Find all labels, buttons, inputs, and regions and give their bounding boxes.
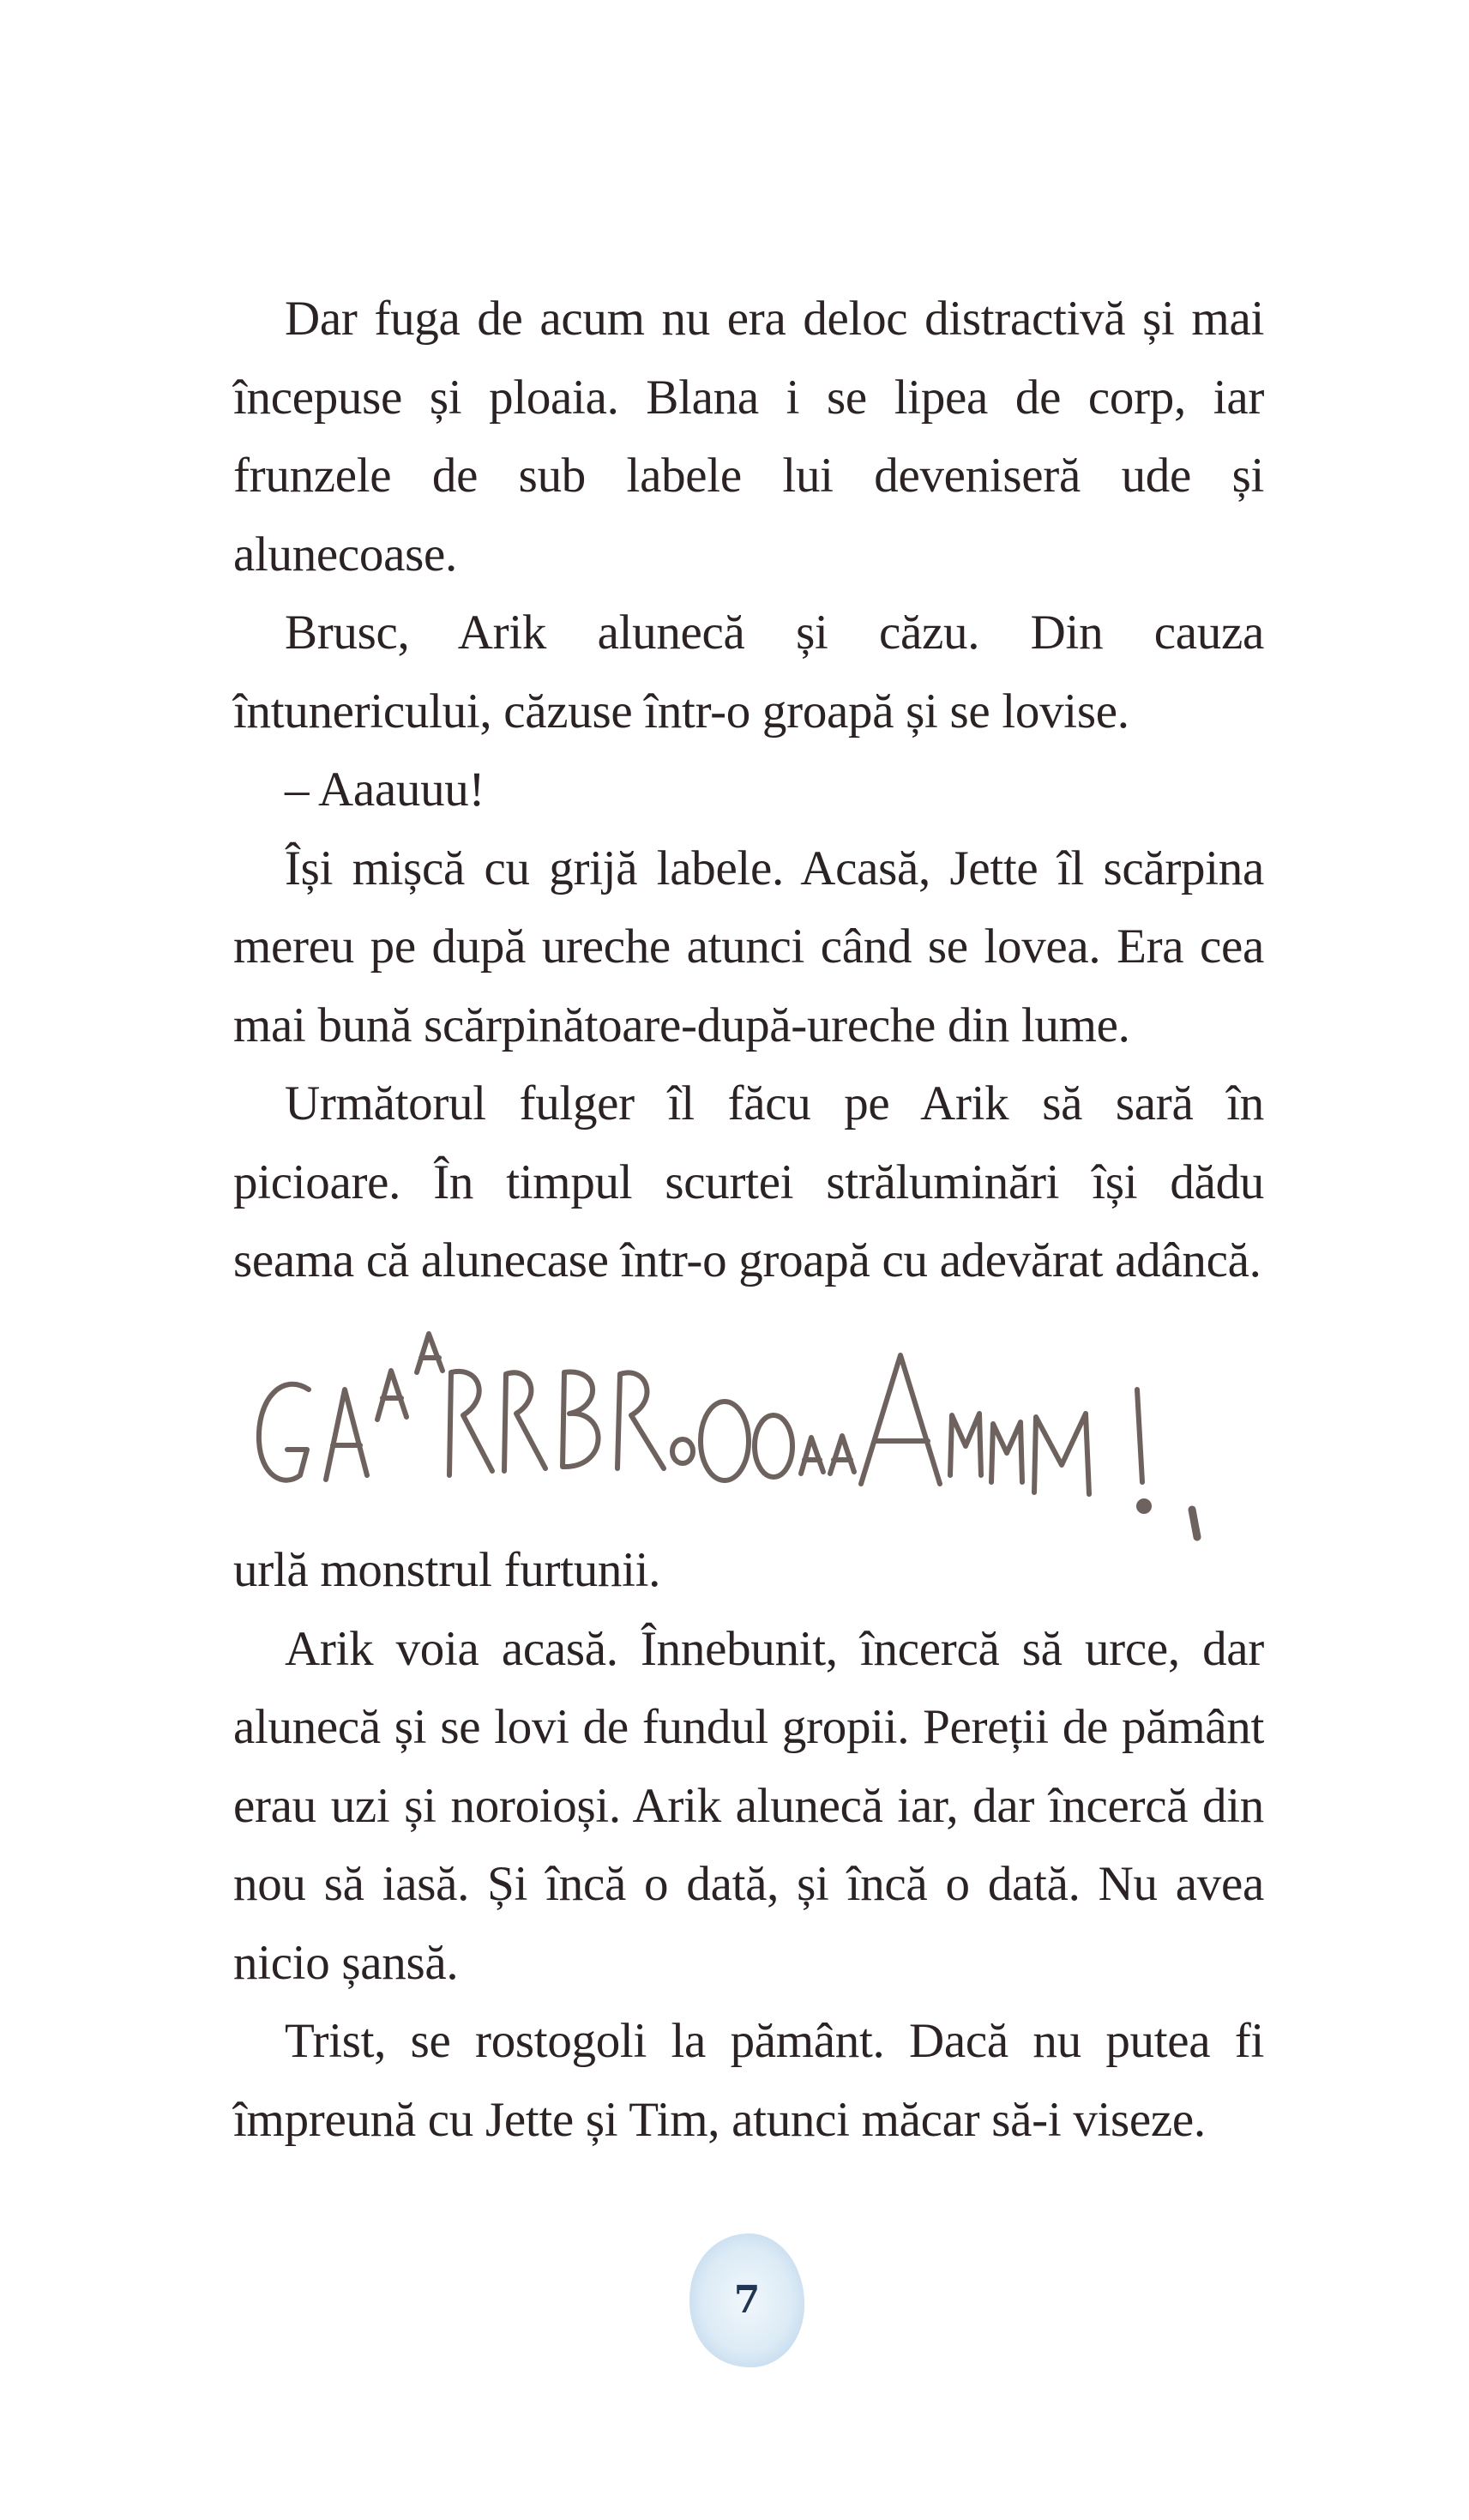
paragraph: Următorul fulger îl făcu pe Arik să sară în picioare. În timpul scurtei străluminări își dădu seama că alunecase într-o groapă cu adevărat adâncă. bbox=[233, 1076, 1264, 1287]
text-block-top bbox=[233, 280, 1264, 1300]
paragraph: Trist, se rostogoli la pământ. Dacă nu putea fi împreună cu Jette și Tim, atunci măcar să-i viseze. bbox=[233, 2014, 1264, 2147]
handwritten-sound-word bbox=[249, 1269, 1278, 1552]
paragraph: urlă monstrul furtunii. bbox=[233, 1543, 661, 1597]
page-number-badge bbox=[686, 2228, 808, 2372]
page-number: 7 bbox=[733, 2278, 761, 2322]
paragraph: Arik voia acasă. Înnebunit, încercă să urce, dar alunecă și se lovi de fundul gropii. Pereții de pământ erau uzi și noroioși. Arik alunecă iar, dar încercă din nou să iasă. Și încă o dată, și încă o dată. Nu avea nicio șansă. bbox=[233, 1621, 1264, 1990]
dialogue-line: – Aaauuu! bbox=[285, 763, 485, 817]
paragraph: Dar fuga de acum nu era deloc distractivă și mai începuse și ploaia. Blana i se lipea de corp, iar frunzele de sub labele lui deveniseră ude și alunecoase. bbox=[233, 292, 1264, 582]
paragraph: Brusc, Arik alunecă și căzu. Din cauza întunericului, căzuse într-o groapă și se lovise. bbox=[233, 606, 1264, 739]
paragraph: Își mișcă cu grijă labele. Acasă, Jette îl scărpina mereu pe după ureche atunci când se lovea. Era cea mai bună scărpinătoare-după-ureche din lume. bbox=[233, 841, 1264, 1052]
text-block-bottom bbox=[233, 1531, 1264, 2159]
